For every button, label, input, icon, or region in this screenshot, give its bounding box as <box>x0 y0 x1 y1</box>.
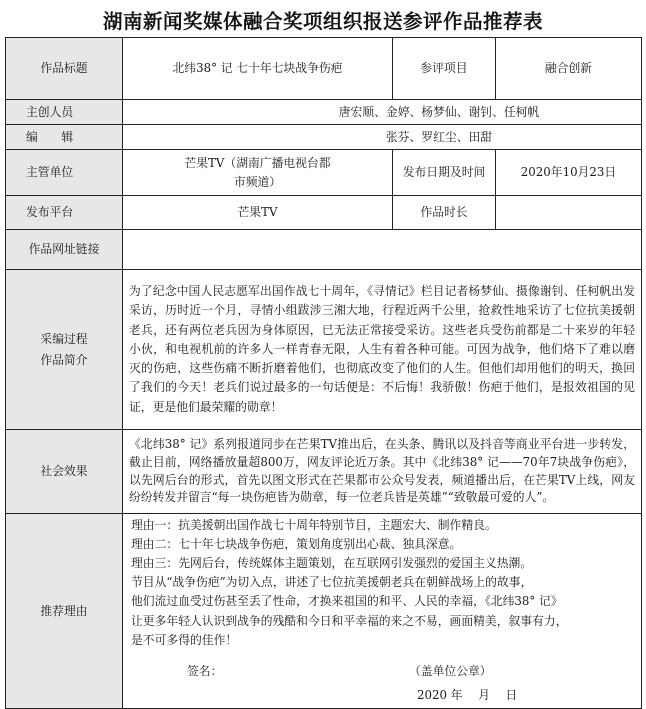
value-category: 融合创新 <box>496 38 642 100</box>
seal-note: （盖单位公章） <box>409 663 492 678</box>
reason-line: 是不可多得的佳作！ <box>131 632 238 647</box>
label-url: 作品网址链接 <box>6 230 123 270</box>
reason-line: 让更多年轻人认识到战争的残酷和今日和平幸福的来之不易，画面精美，叙事有力， <box>131 613 568 628</box>
process-text: 为了纪念中国人民志愿军出国作战七十周年，《寻情记》栏目记者杨梦仙、摄像谢钊、任柯帆出发采访，历时近一个月，寻情小组跋涉三湘大地，行程近两千公里，抢救性地采访了七位抗美援朝老兵，还有两位老兵因为身体原因，已无法正常接受采访。这些老兵受伤前都是二十来岁的年轻小伙，和电视机前的许多人一样青春无限，人生有着各种可能。可因为战争，他们烙下了难以磨灭的伤疤，这些伤痛不断折磨着他们，也彻底改变了他们的人生。但他们却用他们的明天，换回了我们的今天！老兵们说过最多的一句话便是：不后悔！我骄傲！伤疤于他们，是报效祖国的见证，更是他们最荣耀的勋章！ <box>123 270 642 430</box>
label-reason: 推荐理由 <box>6 514 123 709</box>
signature-label: 签名： <box>187 663 223 678</box>
label-work-title: 作品标题 <box>6 38 123 100</box>
label-publish-date: 发布日期及时间 <box>393 150 496 196</box>
row-editors <box>6 125 642 150</box>
reason-cell <box>123 514 642 709</box>
value-editors: 张芬、罗红尘、田甜 <box>123 125 642 150</box>
reason-line: 理由一：抗美援朝出国作战七十周年特别节目，主题宏大、制作精良。 <box>131 518 497 532</box>
row-platform <box>6 196 642 230</box>
recommendation-form <box>5 37 642 709</box>
value-work-title: 北纬38° 记 七十年七块战争伤疤 <box>123 38 393 100</box>
row-reason <box>6 514 642 709</box>
form-title: 湖南新闻奖媒体融合奖项组织报送参评作品推荐表 <box>102 10 543 33</box>
label-editors: 编 辑 <box>6 125 123 150</box>
value-publish-date: 2020年10月23日 <box>496 150 642 196</box>
label-platform: 发布平台 <box>6 196 123 230</box>
label-effect: 社会效果 <box>6 430 123 514</box>
label-duration: 作品时长 <box>393 196 496 230</box>
label-unit: 主管单位 <box>6 150 123 196</box>
signature-area <box>131 662 635 706</box>
value-duration <box>496 196 642 230</box>
reason-line: 节目从“战争伤疤”为切入点，讲述了七位抗美援朝老兵在朝鲜战场上的故事， <box>131 575 533 590</box>
row-url <box>6 230 642 270</box>
row-work-title <box>6 38 642 100</box>
value-platform: 芒果TV <box>123 196 393 230</box>
reason-line: 他们流过血受过伤甚至丢了性命，才换来祖国的和平、人民的幸福，《北纬38° 记》 <box>131 594 563 609</box>
label-creators: 主创人员 <box>6 100 123 125</box>
reason-line: 理由三：先网后台，传统媒体主题策划，在互联网引发强烈的爱国主义热潮。 <box>131 556 533 571</box>
reason-line: 理由二：七十年七块战争伤疤，策划角度别出心裁、独具深意。 <box>131 537 462 552</box>
effect-text: 《北纬38° 记》系列报道同步在芒果TV推出后，在头条、腾讯以及抖音等商业平台进一步转发，截止目前，网络播放量超800万，网友评论近万条。其中《北纬38° 记——70年7块战争伤疤》，以先网后台的形式，首先以图文形式在芒果都市公众号发表，频道播出后，在芒果TV上线，网友纷纷转发并留言“每一块伤疤皆为勋章，每一位老兵皆是英雄”“致敬最可爱的人”。 <box>123 430 642 514</box>
signature-date: 2020 年 月 日 <box>417 687 518 702</box>
row-creators <box>6 100 642 125</box>
label-process: 采编过程 作品简介 <box>6 270 123 430</box>
value-unit: 芒果TV（湖南广播电视台都市频道） <box>123 150 393 196</box>
label-category: 参评项目 <box>393 38 496 100</box>
row-process <box>6 270 642 430</box>
value-url <box>123 230 642 270</box>
row-unit <box>6 150 642 196</box>
row-effect <box>6 430 642 514</box>
value-creators: 唐宏顺、金婷、杨梦仙、谢钊、任柯帆 <box>123 100 642 125</box>
